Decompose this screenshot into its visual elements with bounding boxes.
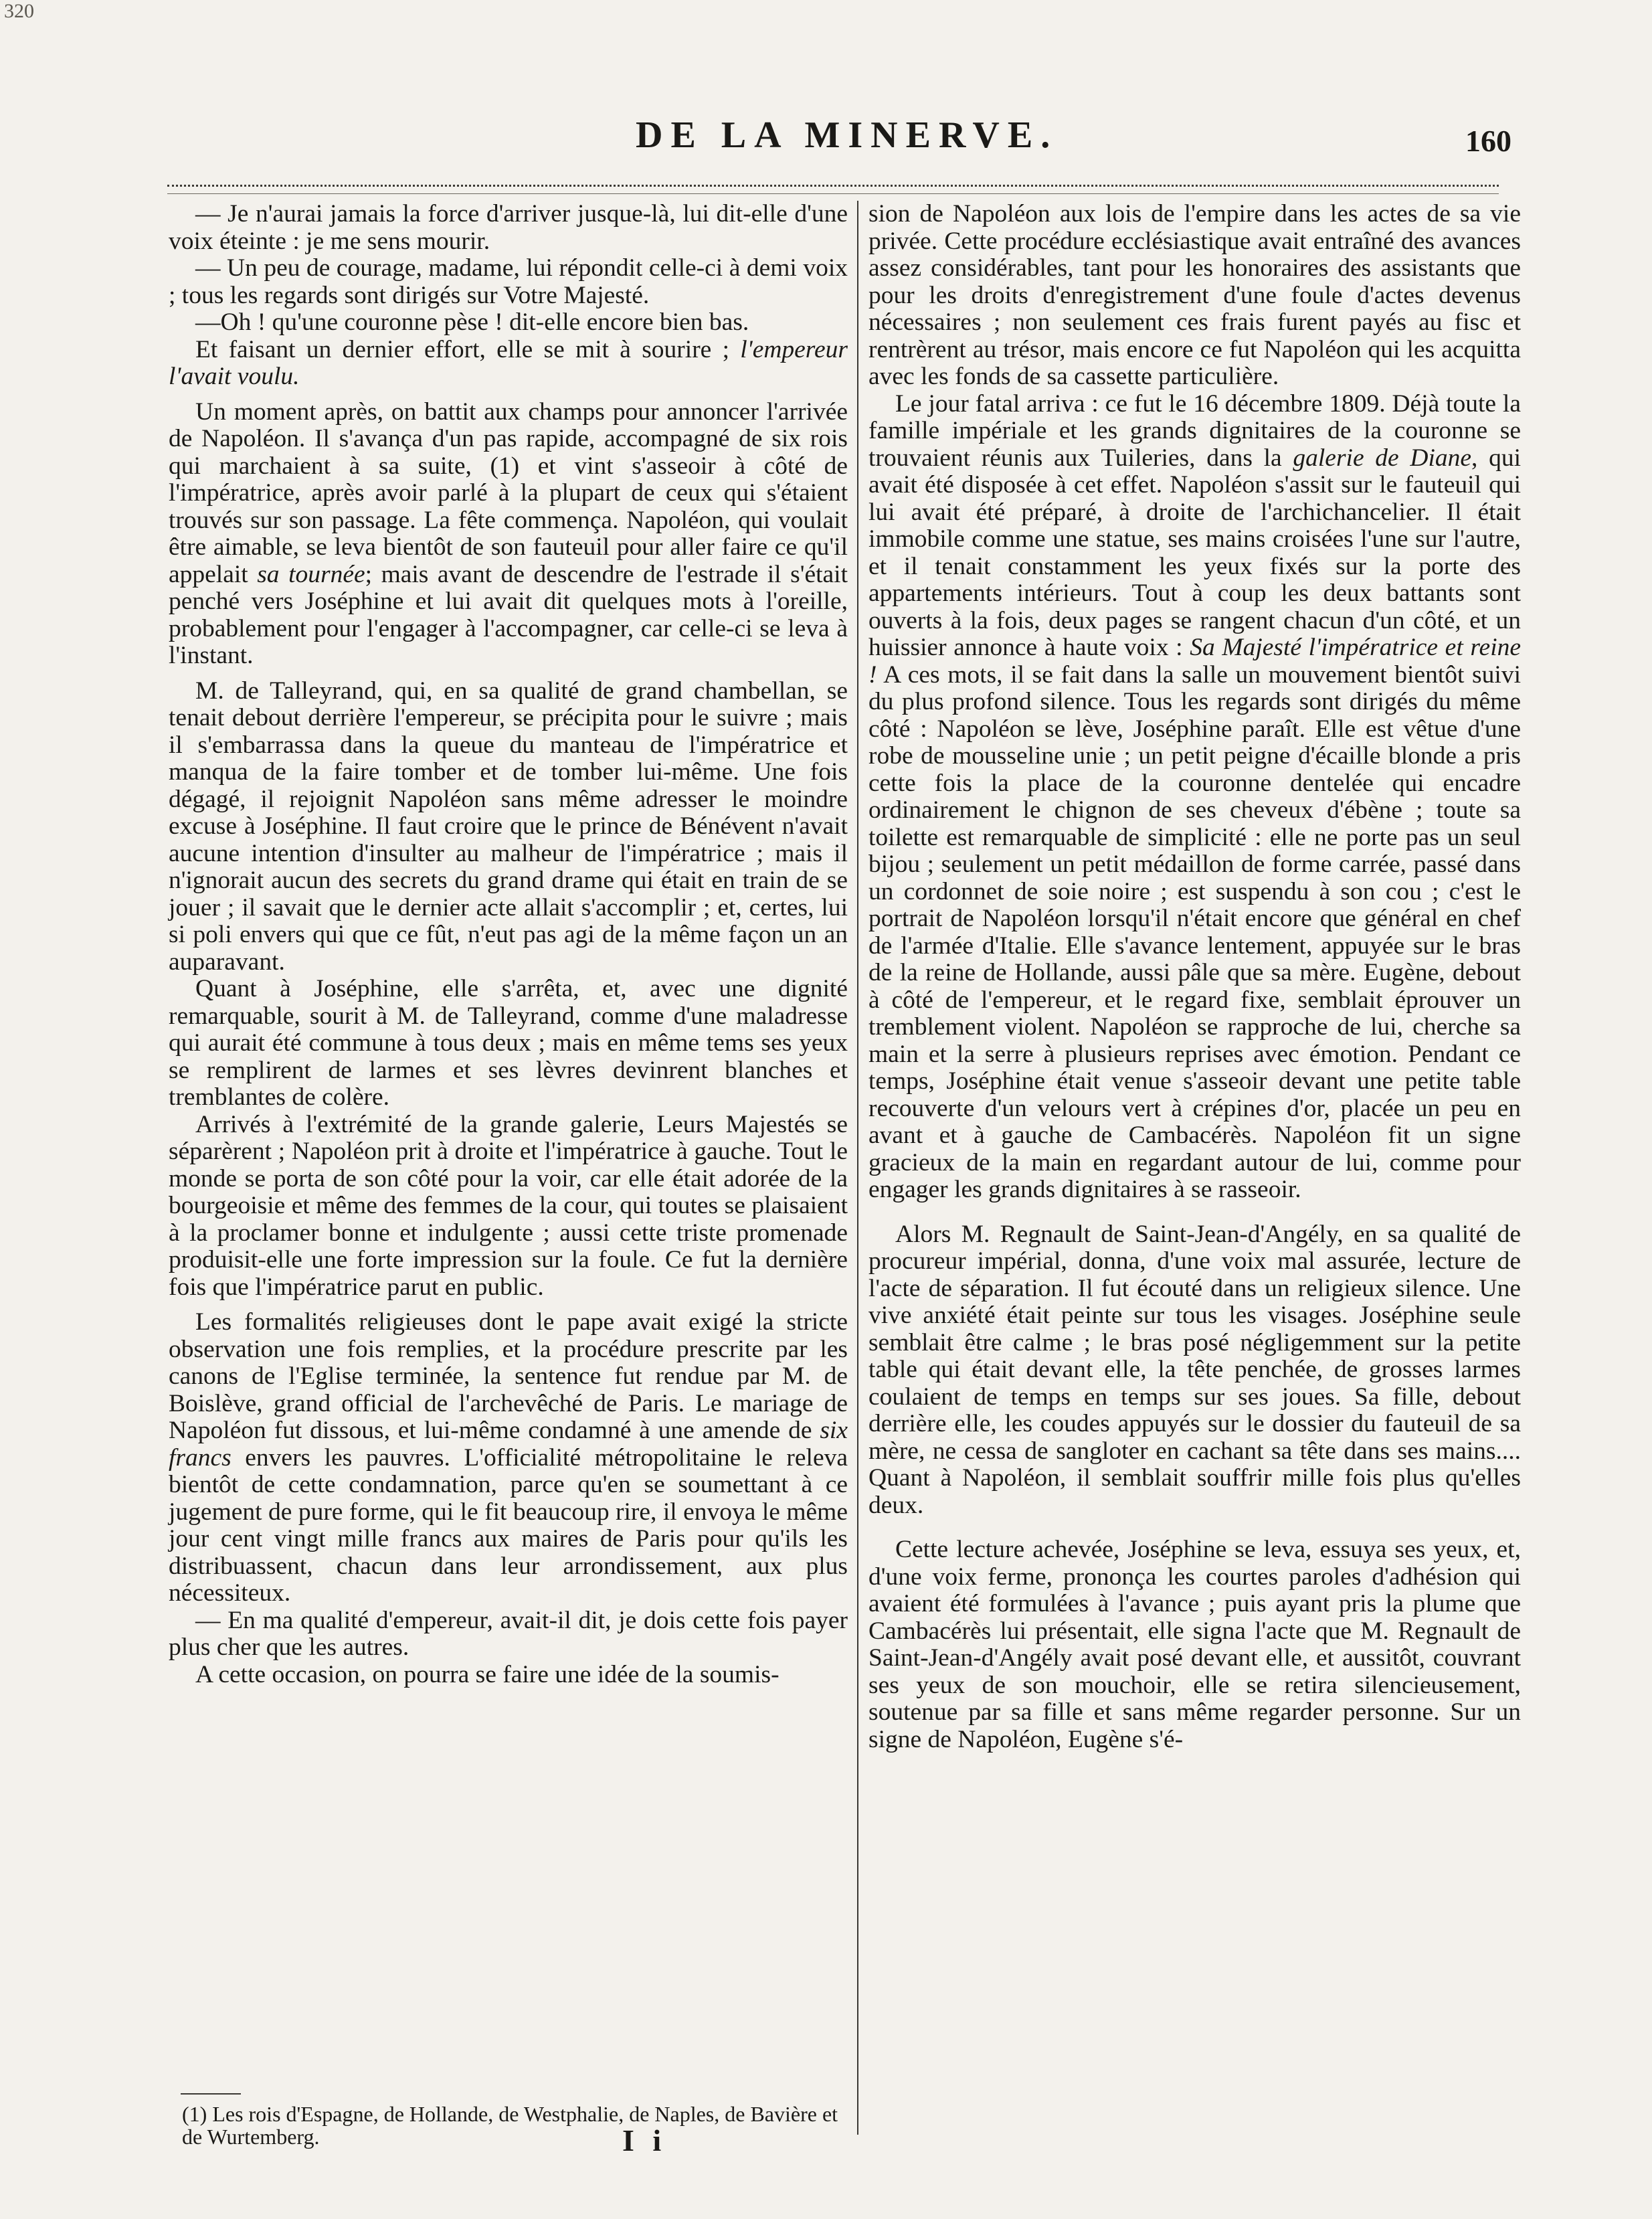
text-run: Un moment après, on battit aux champs pour annoncer l'arrivée de Napoléon. Il s'avança d'un pas rapide, accompagné de six rois qui marchaient à sa suite, (1) et vint s'asseoir à côté de l'impératrice, après avoir parlé à la plupart de ceux qui s'étaient trouvés sur son passage. La fête commença. Napoléon, qui voulait être aimable, se leva bientôt de son fauteuil pour aller faire ce qu'il appelait xyxy=(169,397,848,588)
text-run: A ces mots, il se fait dans la salle un mouvement bientôt suivi du plus profond silence. Tous les regards sont dirigés du même côté : Napoléon se lève, Joséphine paraît. Elle est vêtue d'une robe de mousseline unie ; un petit peigne d'écaille blonde a pris cette fois la place de la couronne dentelée qui encadre ordinairement le chignon de ses cheveux d'ébène ; toute sa toilette est remarquable de simplicité : elle ne porte pas un seul bijou ; seulement un petit médaillon de forme carrée, passé dans un cordonnet de soie noire ; est suspendu à son cou ; c'est le portrait de Napoléon lorsqu'il n'était encore que général en chef de l'armée d'Italie. Elle s'avance lentement, appuyée sur le bras de la reine de Hollande, aussi pâle que sa mère. Eugène, debout à côté de l'empereur, et le regard fixe, semblait éprouver un tremblement violent. Napoléon se rapproche de lui, cherche sa main et la serre à plusieurs reprises avec émotion. Pendant ce temps, Joséphine était venue s'asseoir devant une petite table recouverte d'un velours vert à crépines d'or, placée un peu en avant et à gauche de Cambacérès. Napoléon fit un signe gracieux de la main en regardant autour de lui, comme pour engager les grands dignitaires à se rasseoir. xyxy=(868,660,1521,1203)
signature-mark: I i xyxy=(622,2123,667,2157)
paragraph: Alors M. Regnault de Saint-Jean-d'Angély, en sa qualité de procureur impérial, donna, d'une voix mal assurée, lecture de l'acte de séparation. Il fut écouté dans un religieux silence. Une vive anxiété était peinte sur tous les visages. Joséphine seule semblait être calme ; le bras posé négligemment sur la petite table qui était devant elle, la tête penchée, de grosses larmes coulaient de temps en temps sur ses joues. Sa fille, debout derrière elle, les coudes appuyés sur le dossier du fauteuil de sa mère, ne cessa de sangloter en cachant sa tête dans ses mains.... Quant à Napoléon, il semblait souffrir mille fois plus qu'elles deux. xyxy=(868,1220,1521,1519)
paragraph: — Je n'aurai jamais la force d'arriver jusque-là, lui dit-elle d'une voix éteinte : je me sens mourir. xyxy=(169,200,848,255)
header-rule xyxy=(167,185,1499,194)
footnote-rule xyxy=(181,2093,241,2095)
paragraph xyxy=(169,1309,848,1607)
page-number: 160 xyxy=(1465,124,1511,158)
text-run: Le jour fatal arriva : ce fut le 16 décembre 1809. Déjà toute la famille impériale et les grands dignitaires de la couronne se trouvaient réunis aux Tuileries, dans la xyxy=(868,389,1521,472)
italic-run: l'empereur l'avait voulu. xyxy=(169,335,848,390)
text-run: Les formalités religieuses dont le pape avait exigé la stricte observation une fois remplies, et la procédure prescrite par les canons de l'Eglise terminée, la sentence fut rendue par M. de Boislève, grand official de l'archevêché de Paris. Le mariage de Napoléon fut dissous, et lui-même condamné à une amende de xyxy=(169,1308,848,1444)
paragraph: A cette occasion, on pourra se faire une idée de la soumis- xyxy=(195,1660,779,1688)
paragraph: —Oh ! qu'une couronne pèse ! dit-elle encore bien bas. xyxy=(195,308,749,336)
text-run: envers les pauvres. L'officialité métropolitaine le releva bientôt de cette condamnation, parce qu'en se soumettant à ce jugement de pure forme, qui le fit beaucoup rire, il envoya le même jour cent vingt mille francs aux maires de Paris pour qu'ils les distribuassent, chacun dans leur arrondissement, aux plus nécessiteux. xyxy=(169,1443,848,1607)
left-column xyxy=(169,201,848,1688)
paragraph: — Un peu de courage, madame, lui répondit celle-ci à demi voix ; tous les regards sont dirigés sur Votre Majesté. xyxy=(169,254,848,309)
text-run: ; mais avant de descendre de l'estrade il s'était penché vers Joséphine et lui avait dit quelques mots à l'oreille, probablement pour l'engager à l'accompagner, car celle-ci se leva à l'instant. xyxy=(169,560,848,669)
text-run: Et faisant un dernier effort, elle se mit à sourire ; xyxy=(195,335,729,363)
paragraph: sion de Napoléon aux lois de l'empire dans les actes de sa vie privée. Cette procédure ecclésiastique avait entraîné des avances assez considérables, tant pour les honoraires des assistants que pour les droits d'enregistrement d'une foule d'actes devenus nécessaires ; non seulement ces frais furent payés au fisc et rentrèrent au trésor, mais encore ce fut Napoléon qui les acquitta avec les fonds de sa cassette particulière. xyxy=(868,200,1521,390)
paragraph: M. de Talleyrand, qui, en sa qualité de grand chambellan, se tenait debout derrière l'empereur, se précipita pour le suivre ; mais il s'embarrassa dans la queue du manteau de l'impératrice et manqua de la faire tomber et de tomber lui-même. Une fois dégagé, il rejoignit Napoléon sans même adresser le moindre excuse à Joséphine. Il faut croire que le prince de Bénévent n'avait aucune intention d'insulter au malheur de l'impératrice ; mais il n'ignorait aucun des secrets du grand drame qui était en train de se jouer ; il savait que le dernier acte allait s'accomplir ; et, certes, lui si poli envers qui que ce fût, n'eut pas agi de la même façon un an auparavant. xyxy=(169,677,848,976)
page-corner-mark: 320 xyxy=(4,0,34,22)
running-head: DE LA MINERVE. xyxy=(636,114,1059,156)
footnote: (1) Les rois d'Espagne, de Hollande, de Westphalie, de Naples, de Bavière et de Wurtemberg. xyxy=(182,2102,838,2149)
paragraph: Cette lecture achevée, Joséphine se leva, essuya ses yeux, et, d'une voix ferme, prononça les courtes paroles d'adhésion qui avaient été formulées à l'avance ; puis ayant pris la plume que Cambacérès lui présentait, elle signa l'acte que M. Regnault de Saint-Jean-d'Angély avait posé devant elle, et aussitôt, couvrant ses yeux de son mouchoir, elle se retira silencieusement, soutenue par sa fille et sans même regarder personne. Sur un signe de Napoléon, Eugène s'é- xyxy=(868,1536,1521,1753)
paragraph: — En ma qualité d'empereur, avait-il dit, je dois cette fois payer plus cher que les autres. xyxy=(169,1606,848,1661)
column-divider xyxy=(857,201,858,2135)
paragraph: Quant à Joséphine, elle s'arrêta, et, avec une dignité remarquable, sourit à M. de Talleyrand, comme d'une maladresse qui aurait été commune à tous deux ; mais en même tems ses yeux se remplirent de larmes et ses lèvres devinrent blanches et tremblantes de colère. xyxy=(169,975,848,1111)
paragraph: Arrivés à l'extrémité de la grande galerie, Leurs Majestés se séparèrent ; Napoléon prit à droite et l'impératrice à gauche. Tout le monde se porta de son côté pour la voir, car elle était adorée de la bourgeoisie et même des femmes de la cour, qui toutes se plaisaient à la proclamer bonne et indulgente ; aussi cette triste promenade produisit-elle une forte impression sur la foule. Ce fut la dernière fois que l'impératrice parut en public. xyxy=(169,1110,848,1301)
paragraph xyxy=(169,399,848,670)
italic-run: Sa Majesté l'impératrice et reine ! xyxy=(868,634,1522,689)
page-header xyxy=(0,107,1652,181)
text-run: , qui avait été disposée à cet effet. Napoléon s'assit sur le fauteuil qui lui avait été préparé, à droite de l'archichancelier. Il était immobile comme une statue, ses mains croisées l'une sur l'autre, et il tenait constamment les yeux fixés sur la porte des appartements intérieurs. Tout à coup les deux battants sont ouverts à la fois, deux pages se rangent chacun d'un côté, et un huissier annonce à haute voix : xyxy=(868,444,1521,661)
right-column xyxy=(868,201,1521,1753)
italic-run: six francs xyxy=(169,1417,848,1472)
italic-run: galerie de Diane xyxy=(1293,444,1472,472)
paragraph xyxy=(868,391,1521,1204)
paragraph xyxy=(169,337,848,391)
italic-run: sa tournée xyxy=(257,560,365,588)
